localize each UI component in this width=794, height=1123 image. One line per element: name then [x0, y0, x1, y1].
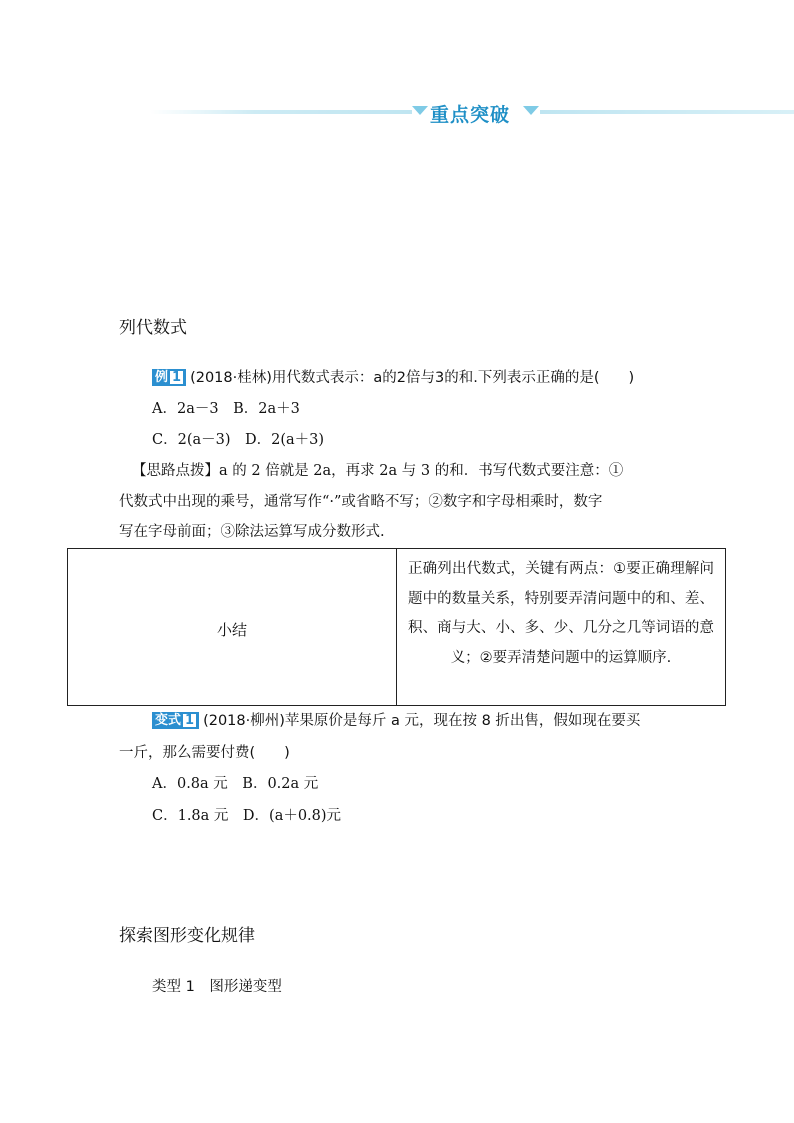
example-question	[152, 368, 634, 388]
hint-line-1: 【思路点拨】a 的 2 倍就是 2a，再求 2a 与 3 的和．书写代数式要注意：①	[132, 463, 624, 479]
variant-question-line-2: 一斤，那么需要付费( )	[119, 745, 290, 761]
hint-line-3: 写在字母前面；③除法运算写成分数形式.	[119, 524, 385, 540]
summary-content: 正确列出代数式，关键有两点：①要正确理解问题中的数量关系，特别要弄清问题中的和、差、积、商与大、小、多、少、几分之几等词语的意义；②要弄清楚问题中的运算顺序.	[408, 561, 714, 666]
banner-right-arrow-icon	[523, 106, 539, 115]
variant-question-text: (2018·柳州)苹果原价是每斤 a 元，现在按 8 折出售，假如现在要买	[203, 713, 641, 729]
example-option-line-2: C．2(a－3) D．2(a＋3)	[152, 432, 325, 448]
summary-label: 小结	[216, 621, 247, 639]
variant-question-line-1	[152, 711, 640, 731]
summary-divider	[396, 549, 397, 705]
example-tag: 例 1	[152, 369, 186, 386]
banner-title: 重点突破	[430, 104, 511, 126]
variant-tag: 变式 1	[152, 712, 199, 729]
summary-table	[67, 548, 726, 706]
section-heading-1: 列代数式	[119, 318, 187, 338]
banner-left-arrow-icon	[412, 106, 428, 115]
banner-line-right	[540, 110, 794, 114]
section-heading-2: 探索图形变化规律	[119, 926, 255, 946]
hint-line-2: 代数式中出现的乘号，通常写作“·”或省略不写；②数字和字母相乘时，数字	[119, 494, 603, 510]
banner-line-left	[150, 110, 412, 114]
section-subheading-type1: 类型 1 图形递变型	[152, 979, 282, 995]
variant-option-line-1: A．0.8a 元 B．0.2a 元	[152, 776, 319, 792]
example-option-line-1: A．2a－3 B．2a＋3	[152, 401, 300, 417]
example-question-text: (2018·桂林)用代数式表示：a的2倍与3的和.下列表示正确的是( )	[190, 370, 635, 386]
variant-option-line-2: C．1.8a 元 D．(a＋0.8)元	[152, 808, 342, 824]
